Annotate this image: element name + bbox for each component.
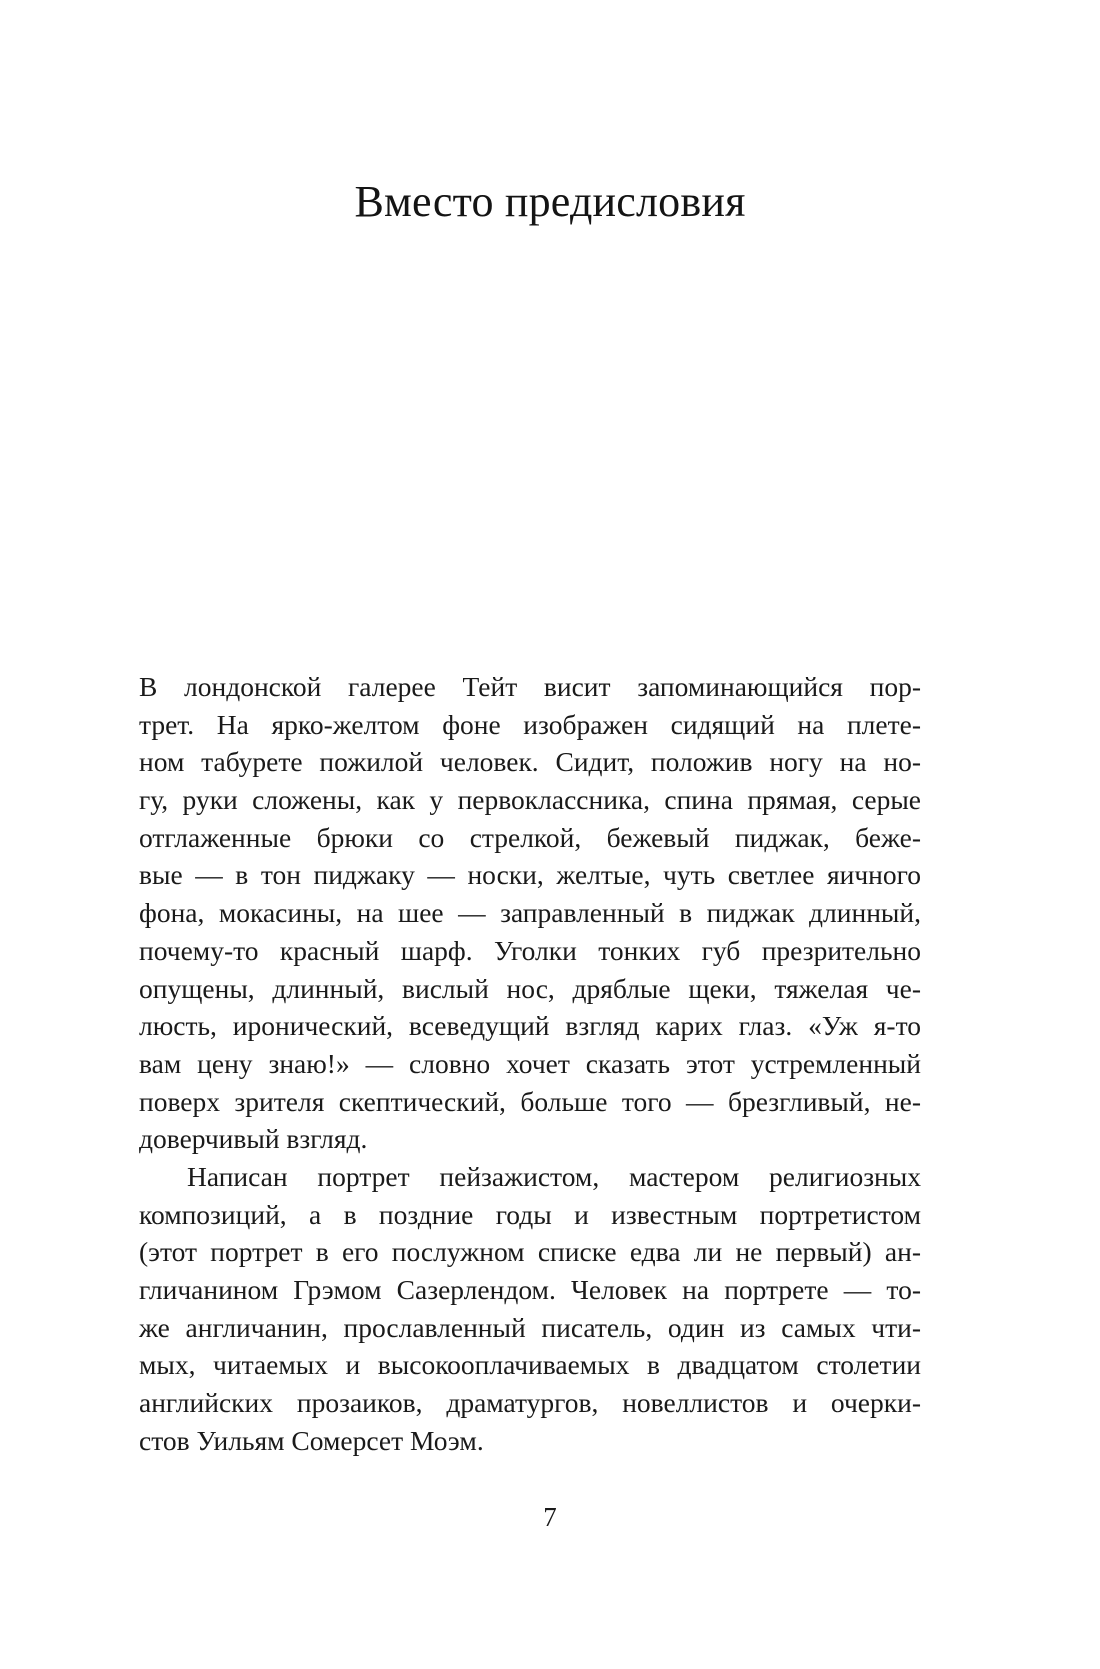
text-line: гу, руки сложены, как у первоклассника, спина прямая, серые <box>139 784 921 816</box>
text-line: композиций, а в поздние годы и известным портретистом <box>139 1198 921 1230</box>
text-line: английских прозаиков, драматургов, новеллистов и очерки- <box>139 1387 921 1419</box>
text-line: опущены, длинный, вислый нос, дряблые щеки, тяжелая че- <box>139 972 921 1004</box>
text-line: В лондонской галерее Тейт висит запоминающийся пор- <box>139 671 921 702</box>
text-line: отглаженные брюки со стрелкой, бежевый пиджак, беже- <box>139 821 921 853</box>
text-line: ном табурете пожилой человек. Сидит, положив ногу на но- <box>139 746 921 778</box>
text-line: вые — в тон пиджаку — носки, желтые, чуть светлее яичного <box>139 859 921 891</box>
text-line: гличанином Грэмом Сазерлендом. Человек на портрете — то- <box>139 1274 921 1305</box>
body-text <box>139 668 921 1459</box>
text-line: Написан портрет пейзажистом, мастером религиозных <box>187 1160 921 1192</box>
text-line: (этот портрет в его послужном списке едва ли не первый) ан- <box>139 1236 921 1268</box>
text-line: трет. На ярко-желтом фоне изображен сидящий на плете- <box>139 708 921 740</box>
chapter-title: Вместо предисловия <box>354 177 746 226</box>
text-line: вам цену знаю!» — словно хочет сказать этот устремленный <box>139 1047 921 1079</box>
text-line: поверх зрителя скептический, больше того — брезгливый, не- <box>139 1085 921 1117</box>
paragraph-1 <box>139 668 921 1158</box>
text-line: мых, читаемых и высокооплачиваемых в двадцатом столетии <box>139 1349 921 1381</box>
text-line: доверчивый взгляд. <box>139 1123 368 1155</box>
text-line: же англичанин, прославленный писатель, один из самых чти- <box>139 1311 921 1343</box>
text-line: стов Уильям Сомерсет Моэм. <box>139 1424 484 1456</box>
text-line: люсть, иронический, всеведущий взгляд карих глаз. «Уж я-то <box>139 1010 921 1042</box>
page-number: 7 <box>543 1502 557 1532</box>
paragraph-2 <box>139 1158 921 1460</box>
text-line: почему-то красный шарф. Уголки тонких губ презрительно <box>139 934 921 966</box>
text-line: фона, мокасины, на шее — заправленный в пиджак длинный, <box>139 897 921 929</box>
